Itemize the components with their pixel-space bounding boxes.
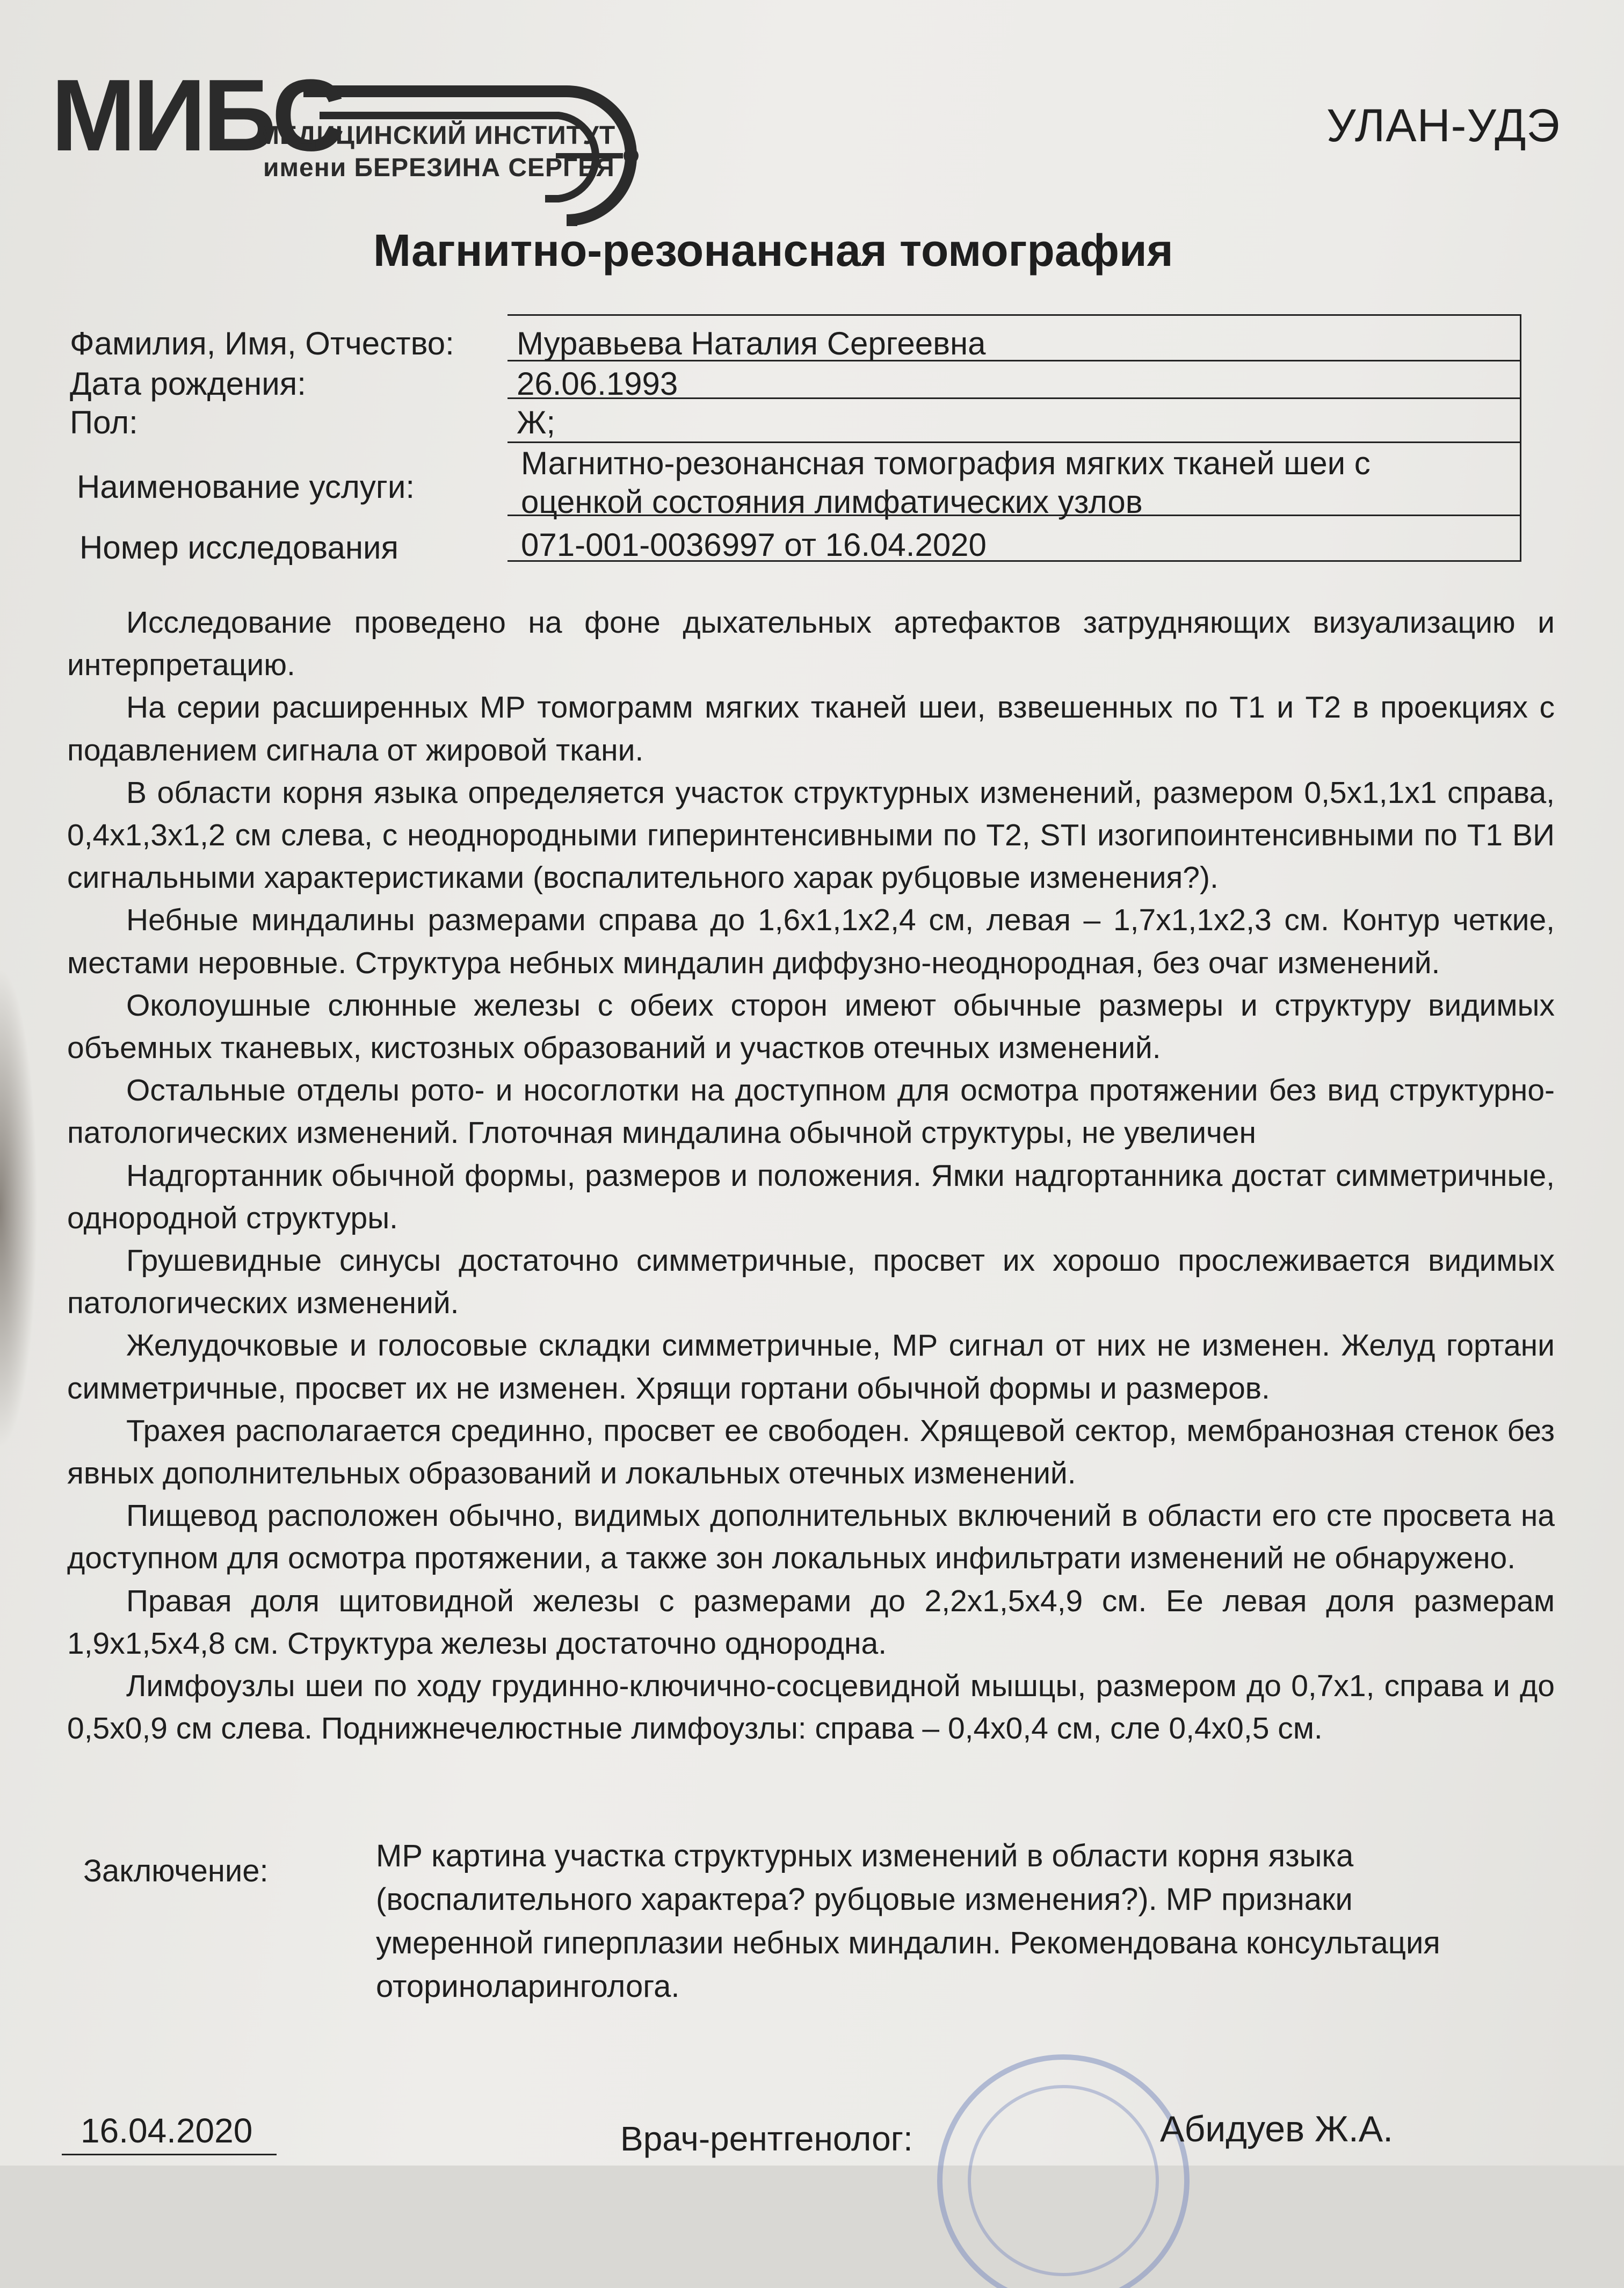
round-stamp bbox=[913, 2041, 1214, 2288]
findings-paragraph: Грушевидные синусы достаточно симметричные, просвет их хорошо прослеживается видимых патологических изменений. bbox=[67, 1243, 1555, 1321]
findings-paragraph: Остальные отделы рото- и носоглотки на доступном для осмотра протяжении без вид структурно-патологических изменений. Глоточная миндалина обычной структуры, не увеличен bbox=[67, 1073, 1555, 1150]
findings-paragraph: В области корня языка определяется участок структурных изменений, размером 0,5х1,1х1 справа, 0,4х1,3х1,2 см слева, с неоднородными гиперинтенсивными по Т2, STI изогипоинтенсивными по Т1 ВИ сигнальными характеристиками (воспалительного харак рубцовые изменения?). bbox=[67, 775, 1555, 895]
study-number-label: Номер исследования bbox=[79, 530, 399, 566]
findings-text bbox=[67, 602, 1555, 1750]
dob-value: 26.06.1993 bbox=[517, 366, 678, 402]
findings-paragraph: Пищевод расположен обычно, видимых дополнительных включений в области его сте просвета на доступном для осмотра протяжении, а также зон локальных инфильтрати изменений не обнаружено. bbox=[67, 1498, 1555, 1576]
findings-paragraph: Надгортанник обычной формы, размеров и положения. Ямки надгортанника достат симметричные, однородной структуры. bbox=[67, 1158, 1555, 1235]
finger-shadow bbox=[0, 967, 38, 1450]
findings-paragraph: Желудочковые и голосовые складки симметричные, МР сигнал от них не изменен. Желуд гортани симметричные, просвет их не изменен. Хрящи гортани обычной формы и размеров. bbox=[67, 1328, 1555, 1406]
service-value-line1: Магнитно-резонансная томография мягких тканей шеи с bbox=[521, 445, 1371, 481]
findings-paragraph: Исследование проведено на фоне дыхательных артефактов затрудняющих визуализацию и интерпретацию. bbox=[67, 605, 1555, 683]
name-label: Фамилия, Имя, Отчество: bbox=[70, 325, 454, 361]
conclusion-label: Заключение: bbox=[83, 1853, 269, 1888]
sex-value: Ж; bbox=[517, 404, 556, 440]
logo-wordmark: МИБС bbox=[51, 59, 343, 172]
findings-paragraph: Лимфоузлы шеи по ходу грудинно-ключично-сосцевидной мышцы, размером до 0,7х1, справа и до 0,5х0,9 см слева. Поднижнечелюстные лимфоузлы: справа – 0,4х0,4 см, сле 0,4х0,5 см. bbox=[67, 1669, 1555, 1746]
clinic-logo bbox=[51, 59, 642, 193]
document-title: Магнитно-резонансная томография bbox=[373, 225, 1173, 276]
findings-paragraph: На серии расширенных МР томограмм мягких тканей шеи, взвешенных по Т1 и Т2 в проекциях с подавлением сигнала от жировой ткани. bbox=[67, 690, 1555, 768]
study-number-value: 071-001-0036997 от 16.04.2020 bbox=[521, 527, 987, 563]
doctor-name: Абидуев Ж.А. bbox=[1160, 2109, 1393, 2149]
conclusion-text: МР картина участка структурных изменений в области корня языка (воспалительного характера? рубцовые изменения?). МР признаки умеренной гиперплазии небных миндалин. Рекомендована консультация оториноларинголога. bbox=[376, 1838, 1440, 2004]
doctor-label: Врач-рентгенолог: bbox=[620, 2119, 913, 2158]
findings-paragraph: Трахея располагается срединно, просвет ее свободен. Хрящевой сектор, мембранозная стенок без явных дополнительных образований и локальных отечных изменений. bbox=[67, 1413, 1555, 1491]
sex-label: Пол: bbox=[70, 404, 138, 440]
city-name: УЛАН-УДЭ bbox=[1326, 100, 1561, 151]
row-divider bbox=[508, 441, 1520, 443]
service-label: Наименование услуги: bbox=[77, 469, 415, 505]
logo-subtitle-line2: имени БЕРЕЗИНА СЕРГЕЯ bbox=[263, 154, 615, 182]
service-value-line2: оценкой состояния лимфатических узлов bbox=[521, 484, 1143, 520]
findings-paragraph: Околоушные слюнные железы с обеих сторон имеют обычные размеры и структуру видимых объемных тканевых, кистозных образований и участков отечных изменений. bbox=[67, 988, 1555, 1066]
name-value: Муравьева Наталия Сергеевна bbox=[517, 325, 986, 361]
report-date: 16.04.2020 bbox=[81, 2111, 253, 2150]
findings-paragraph: Правая доля щитовидной железы с размерами до 2,2х1,5х4,9 см. Ее левая доля размерам 1,9х1,5х4,8 см. Структура железы достаточно однородна. bbox=[67, 1583, 1555, 1661]
findings-paragraph: Небные миндалины размерами справа до 1,6х1,1х2,4 см, левая – 1,7х1,1х2,3 см. Контур четкие, местами неровные. Структура небных миндалин диффузно-неоднородная, без очаг изменений. bbox=[67, 903, 1555, 980]
dob-label: Дата рождения: bbox=[70, 366, 306, 402]
date-underline bbox=[62, 2154, 277, 2155]
logo-subtitle-line1: МЕДИЦИНСКИЙ ИНСТИТУТ bbox=[258, 121, 616, 150]
